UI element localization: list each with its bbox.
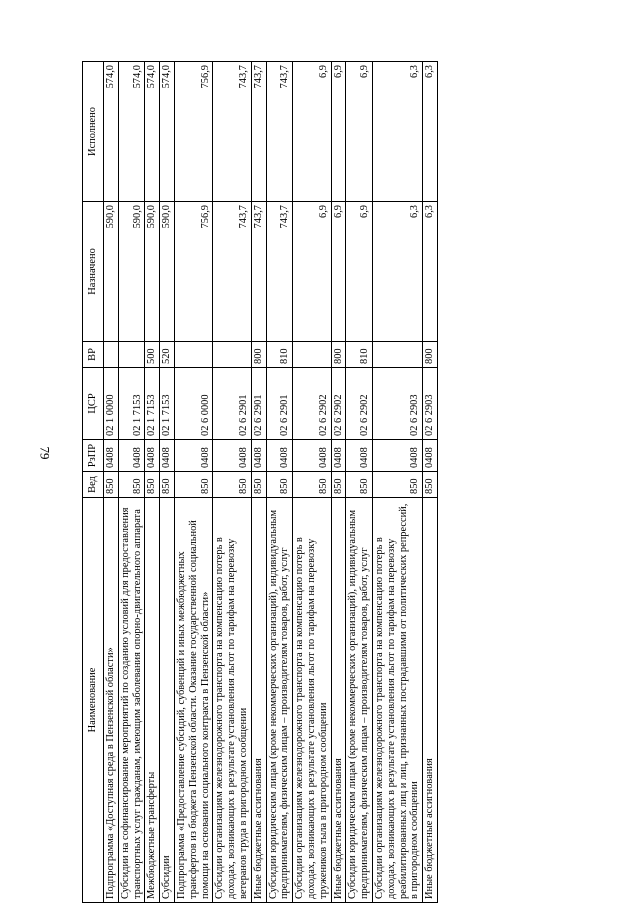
cell-vr: 800 <box>331 342 346 368</box>
header-csr: ЦСР <box>83 368 104 440</box>
cell-vr: 800 <box>251 342 266 368</box>
cell-rzpr: 0408 <box>372 440 422 472</box>
cell-fact: 6,9 <box>293 62 331 202</box>
cell-ved: 850 <box>331 472 346 498</box>
cell-vr: 520 <box>160 342 175 368</box>
cell-ved: 850 <box>251 472 266 498</box>
cell-csr: 02 6 2901 <box>251 368 266 440</box>
cell-csr: 02 1 7153 <box>160 368 175 440</box>
table-row <box>213 62 251 903</box>
cell-rzpr: 0408 <box>331 440 346 472</box>
cell-ved: 850 <box>118 472 145 498</box>
cell-csr: 02 6 2902 <box>331 368 346 440</box>
cell-fact: 6,3 <box>372 62 422 202</box>
cell-vr: 800 <box>423 342 438 368</box>
cell-rzpr: 0408 <box>251 440 266 472</box>
cell-rzpr: 0408 <box>145 440 160 472</box>
cell-vr: 810 <box>346 342 373 368</box>
cell-rzpr: 0408 <box>160 440 175 472</box>
header-vr: ВР <box>83 342 104 368</box>
cell-ved: 850 <box>160 472 175 498</box>
cell-csr: 02 6 2902 <box>293 368 331 440</box>
table-row <box>346 62 373 903</box>
cell-plan: 590,0 <box>145 202 160 342</box>
cell-plan: 590,0 <box>160 202 175 342</box>
cell-name: Иные бюджетные ассигнования <box>251 498 266 903</box>
cell-name: Субсидии юридическим лицам (кроме некоммерческих организаций), индивидуальным предпринимателям, физическим лицам – производителям товаров, работ, услуг <box>346 498 373 903</box>
table-row <box>372 62 422 903</box>
cell-name: Межбюджетные трансферты <box>145 498 160 903</box>
cell-name: Субсидии юридическим лицам (кроме некоммерческих организаций), индивидуальным предпринимателям, физическим лицам – производителям товаров, работ, услуг <box>266 498 293 903</box>
cell-vr <box>118 342 145 368</box>
cell-plan: 6,9 <box>331 202 346 342</box>
table-row <box>331 62 346 903</box>
table-row <box>145 62 160 903</box>
cell-vr <box>372 342 422 368</box>
cell-vr <box>104 342 119 368</box>
cell-fact: 756,9 <box>174 62 212 202</box>
cell-ved: 850 <box>346 472 373 498</box>
cell-rzpr: 0408 <box>266 440 293 472</box>
cell-plan: 743,7 <box>266 202 293 342</box>
cell-fact: 743,7 <box>213 62 251 202</box>
header-fact: Исполнено <box>83 62 104 202</box>
cell-name: Субсидии организациям железнодорожного транспорта на компенсацию потерь в доходах, возникающих в результате установления льгот по тарифам на перевозку реабилитированных лиц и лиц, признанных пострадавшими от политических репрессий, в пригородном сообщении <box>372 498 422 903</box>
cell-csr: 02 1 7153 <box>145 368 160 440</box>
cell-fact: 574,0 <box>104 62 119 202</box>
cell-vr <box>174 342 212 368</box>
table-row <box>160 62 175 903</box>
cell-csr: 02 6 2901 <box>213 368 251 440</box>
cell-fact: 574,0 <box>145 62 160 202</box>
cell-rzpr: 0408 <box>293 440 331 472</box>
header-rzpr: РзПР <box>83 440 104 472</box>
cell-name: Субсидии организациям железнодорожного транспорта на компенсацию потерь в доходах, возникающих в результате установления льгот по тарифам на перевозку тружеников тыла в пригородном сообщении <box>293 498 331 903</box>
cell-fact: 6,9 <box>331 62 346 202</box>
cell-rzpr: 0408 <box>213 440 251 472</box>
cell-csr: 02 6 2902 <box>346 368 373 440</box>
cell-fact: 6,9 <box>346 62 373 202</box>
cell-ved: 850 <box>213 472 251 498</box>
cell-csr: 02 1 7153 <box>118 368 145 440</box>
cell-ved: 850 <box>293 472 331 498</box>
cell-ved: 850 <box>266 472 293 498</box>
cell-plan: 590,0 <box>104 202 119 342</box>
cell-fact: 743,7 <box>251 62 266 202</box>
cell-name: Субсидии на софинансирование мероприятий по созданию условий для предоставления транспортных услуг гражданам, имеющим заболевания опорно-двигательного аппарата <box>118 498 145 903</box>
cell-vr: 810 <box>266 342 293 368</box>
table-row <box>118 62 145 903</box>
cell-ved: 850 <box>372 472 422 498</box>
header-ved: Вед <box>83 472 104 498</box>
page-number: 79 <box>37 446 53 460</box>
cell-plan: 743,7 <box>213 202 251 342</box>
table-row <box>174 62 212 903</box>
header-name: Наименование <box>83 498 104 903</box>
cell-ved: 850 <box>104 472 119 498</box>
cell-plan: 590,0 <box>118 202 145 342</box>
cell-csr: 02 6 2903 <box>423 368 438 440</box>
cell-csr: 02 6 2903 <box>372 368 422 440</box>
cell-rzpr: 0408 <box>346 440 373 472</box>
cell-fact: 574,0 <box>118 62 145 202</box>
cell-ved: 850 <box>145 472 160 498</box>
header-plan: Назначено <box>83 202 104 342</box>
table-row <box>423 62 438 903</box>
cell-rzpr: 0408 <box>174 440 212 472</box>
cell-vr <box>293 342 331 368</box>
cell-name: Подпрограмма «Предоставление субсидий, субвенций и иных межбюджетных трансфертов из бюджета Пензенской области. Оказание государственной социальной помощи на основании социального контракта в Пензенской области» <box>174 498 212 903</box>
cell-rzpr: 0408 <box>118 440 145 472</box>
table-row <box>266 62 293 903</box>
cell-csr: 02 6 0000 <box>174 368 212 440</box>
cell-csr: 02 6 2901 <box>266 368 293 440</box>
cell-vr <box>213 342 251 368</box>
cell-fact: 743,7 <box>266 62 293 202</box>
budget-table <box>82 61 438 903</box>
rotated-table-container <box>82 62 557 903</box>
cell-name: Субсидии <box>160 498 175 903</box>
cell-plan: 6,3 <box>372 202 422 342</box>
table-row <box>104 62 119 903</box>
cell-plan: 743,7 <box>251 202 266 342</box>
cell-name: Подпрограмма «Доступная среда в Пензенской области» <box>104 498 119 903</box>
cell-fact: 574,0 <box>160 62 175 202</box>
cell-ved: 850 <box>174 472 212 498</box>
cell-plan: 6,3 <box>423 202 438 342</box>
cell-vr: 500 <box>145 342 160 368</box>
cell-ved: 850 <box>423 472 438 498</box>
table-row <box>293 62 331 903</box>
cell-plan: 6,9 <box>293 202 331 342</box>
cell-rzpr: 0408 <box>104 440 119 472</box>
cell-rzpr: 0408 <box>423 440 438 472</box>
cell-name: Иные бюджетные ассигнования <box>331 498 346 903</box>
table-header-row <box>83 62 104 903</box>
table-row <box>251 62 266 903</box>
cell-csr: 02 1 0000 <box>104 368 119 440</box>
cell-name: Иные бюджетные ассигнования <box>423 498 438 903</box>
cell-plan: 6,9 <box>346 202 373 342</box>
cell-fact: 6,3 <box>423 62 438 202</box>
cell-name: Субсидии организациям железнодорожного транспорта на компенсацию потерь в доходах, возникающих в результате установления льгот по тарифам на перевозку ветеранов труда в пригородном сообщении <box>213 498 251 903</box>
cell-plan: 756,9 <box>174 202 212 342</box>
